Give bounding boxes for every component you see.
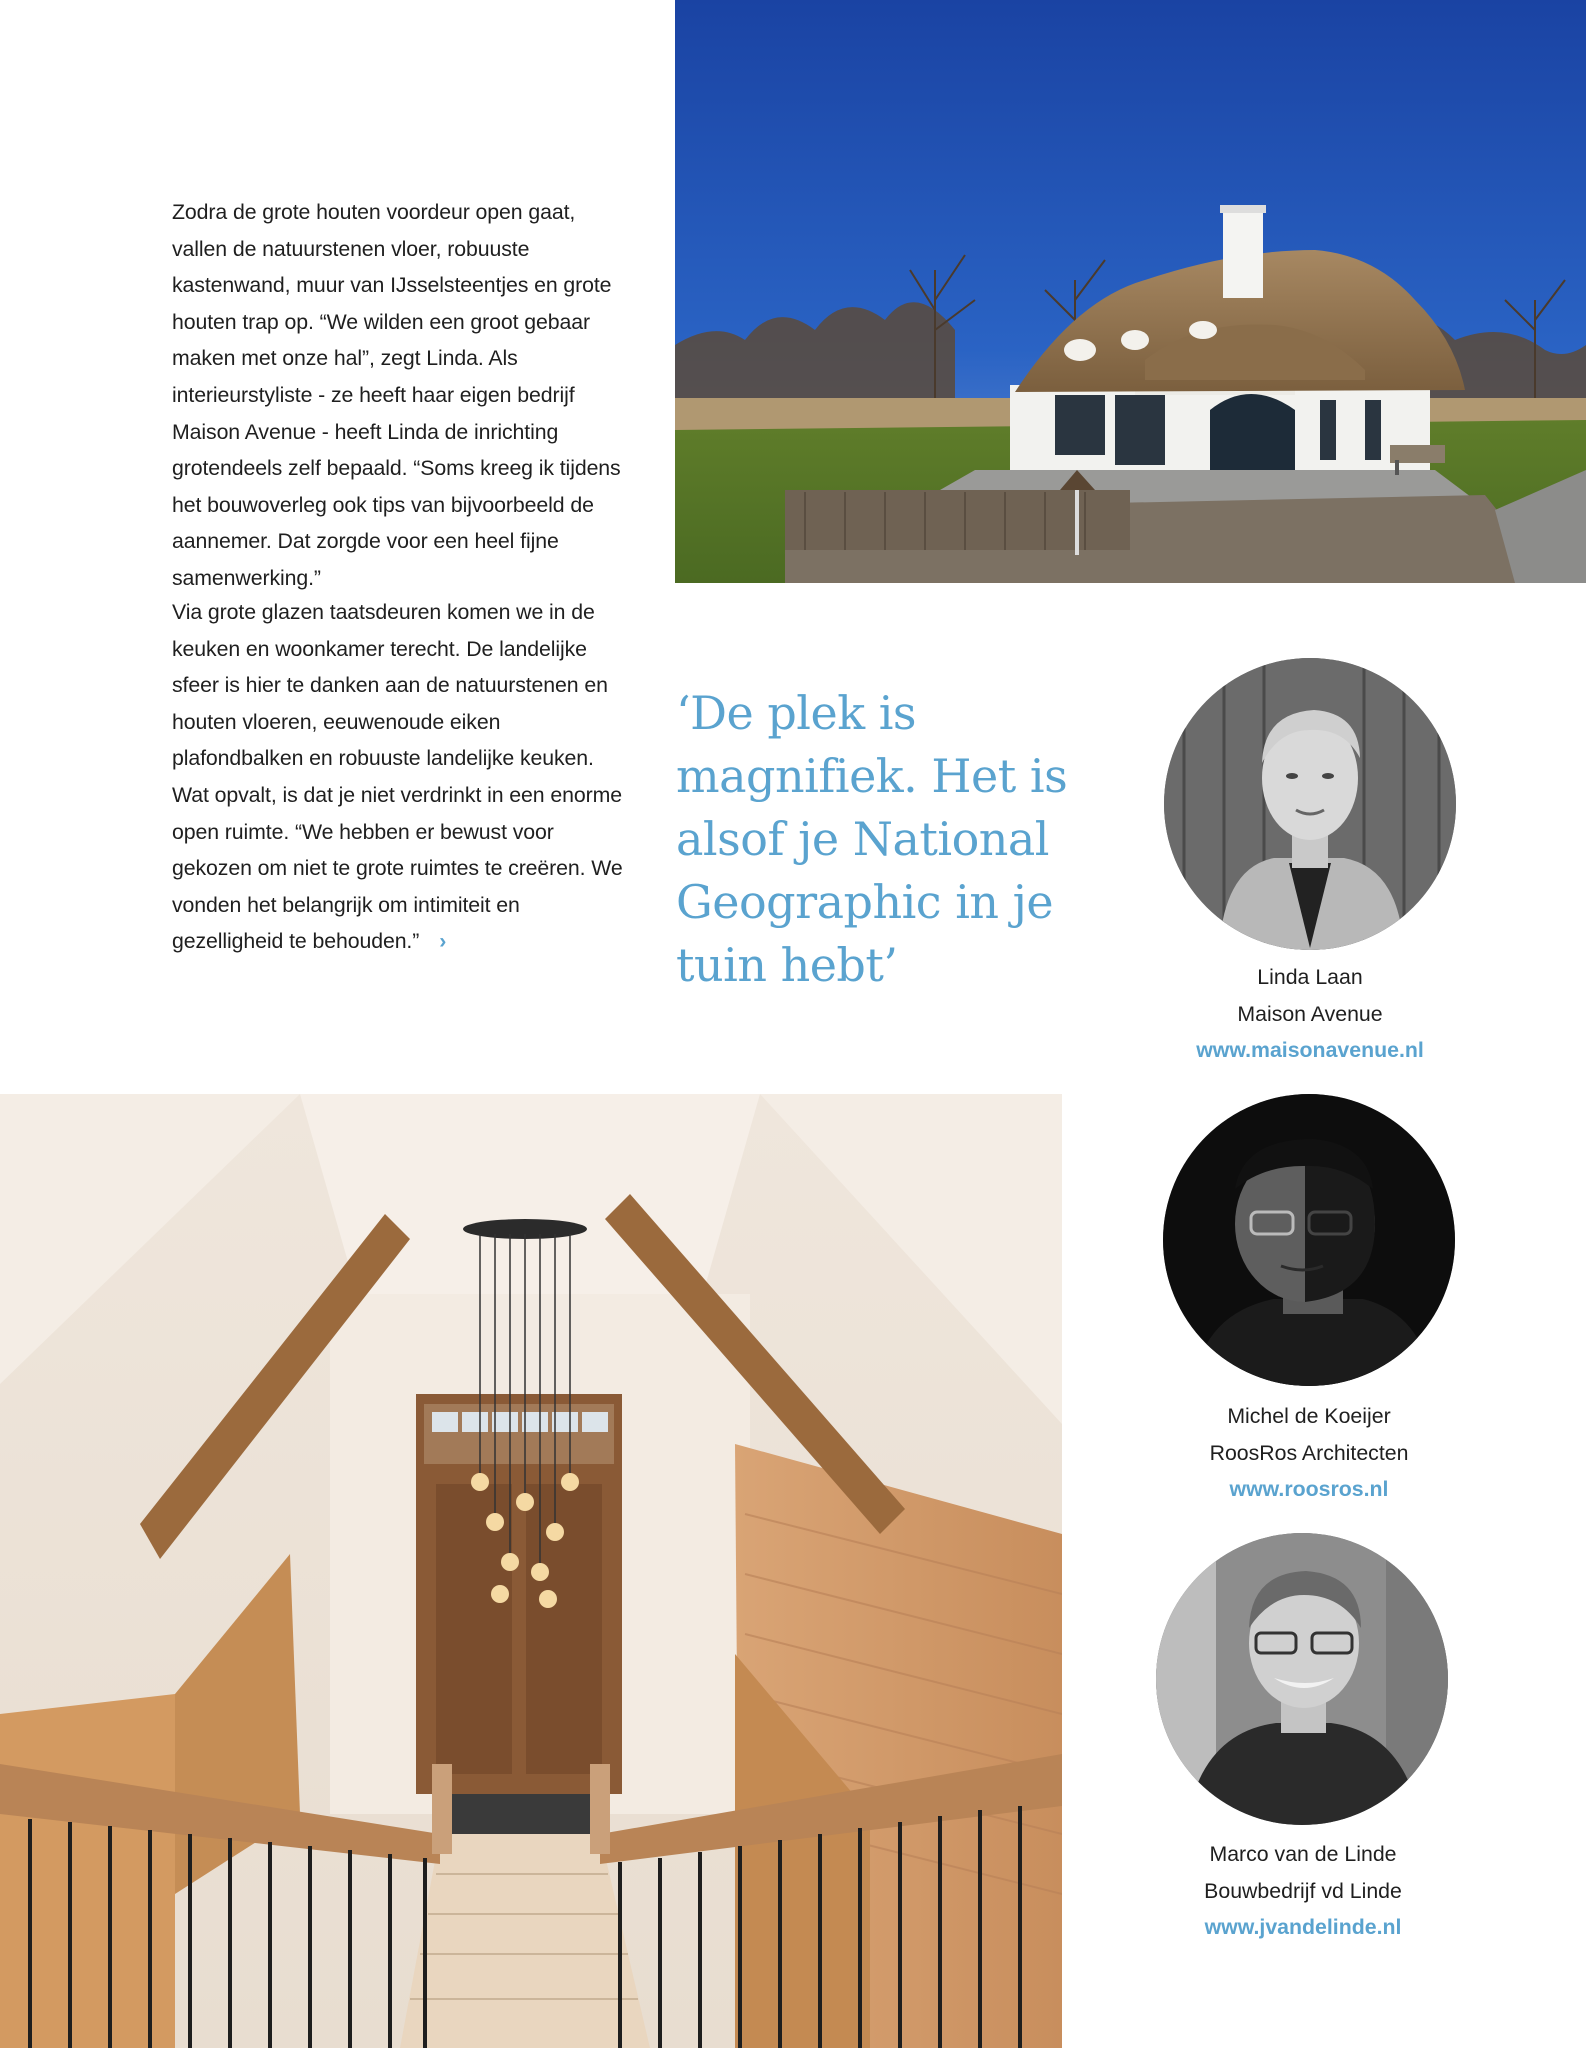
portrait-michel-de-koeijer bbox=[1163, 1094, 1455, 1386]
contact-company: Bouwbedrijf vd Linde bbox=[1204, 1878, 1402, 1903]
contact-name: Linda Laan bbox=[1257, 965, 1363, 989]
contact-company: Maison Avenue bbox=[1237, 1001, 1383, 1026]
contact-name: Michel de Koeijer bbox=[1227, 1404, 1391, 1428]
staircase-illustration bbox=[0, 1094, 1062, 2048]
portrait-illustration bbox=[1156, 1533, 1448, 1825]
credit-marco-van-de-linde bbox=[1153, 1836, 1453, 1946]
portrait-illustration bbox=[1164, 658, 1456, 950]
contact-company: RoosRos Architecten bbox=[1209, 1440, 1409, 1465]
paragraph-text bbox=[172, 594, 632, 960]
contact-website-link[interactable]: www.maisonavenue.nl bbox=[1196, 1038, 1424, 1063]
credit-linda-laan bbox=[1160, 959, 1460, 1069]
villa-photo bbox=[675, 0, 1586, 583]
portrait-linda-laan bbox=[1164, 658, 1456, 950]
pull-quote: ‘De plek is magnifiek. Het is alsof je National Geographic in je tuin hebt’ bbox=[676, 686, 1068, 992]
portrait-marco-van-de-linde bbox=[1156, 1533, 1448, 1825]
credit-michel-de-koeijer bbox=[1159, 1398, 1459, 1508]
article-paragraph-2 bbox=[172, 594, 632, 960]
contact-name: Marco van de Linde bbox=[1209, 1842, 1397, 1866]
villa-illustration bbox=[675, 0, 1586, 583]
contact-website-link[interactable]: www.jvandelinde.nl bbox=[1204, 1915, 1402, 1940]
article-paragraph-1 bbox=[172, 194, 632, 597]
paragraph-body: Via grote glazen taatsdeuren komen we in de keuken en woonkamer terecht. De landelijke sfeer is hier te danken aan de natuurstenen en houten vloeren, eeuwenoude eiken plafondbalken en robuuste landelijke keuken. Wat opvalt, is dat je niet verdrinkt in een enorme open ruimte. “We hebben er bewust voor gekozen om niet te grote ruimtes te creëren. We vonden het belangrijk om intimiteit en gezelligheid te behouden.” bbox=[172, 600, 623, 954]
paragraph-text: Zodra de grote houten voordeur open gaat, vallen de natuurstenen vloer, robuuste kastenwand, muur van IJsselsteentjes en grote houten trap op. “We wilden een groot gebaar maken met onze hal”, zegt Linda. Als interieurstyliste - ze heeft haar eigen bedrijf Maison Avenue - heeft Linda de inrichting grotendeels zelf bepaald. “Soms kreeg ik tijdens het bouwoverleg ook tips van bijvoorbeeld de aannemer. Dat zorgde voor een heel fijne samenwerking.” bbox=[172, 200, 621, 590]
staircase-photo bbox=[0, 1094, 1062, 2048]
portrait-illustration bbox=[1163, 1094, 1455, 1386]
contact-website-link[interactable]: www.roosros.nl bbox=[1229, 1477, 1389, 1502]
continue-arrow-icon[interactable]: › bbox=[439, 929, 447, 954]
